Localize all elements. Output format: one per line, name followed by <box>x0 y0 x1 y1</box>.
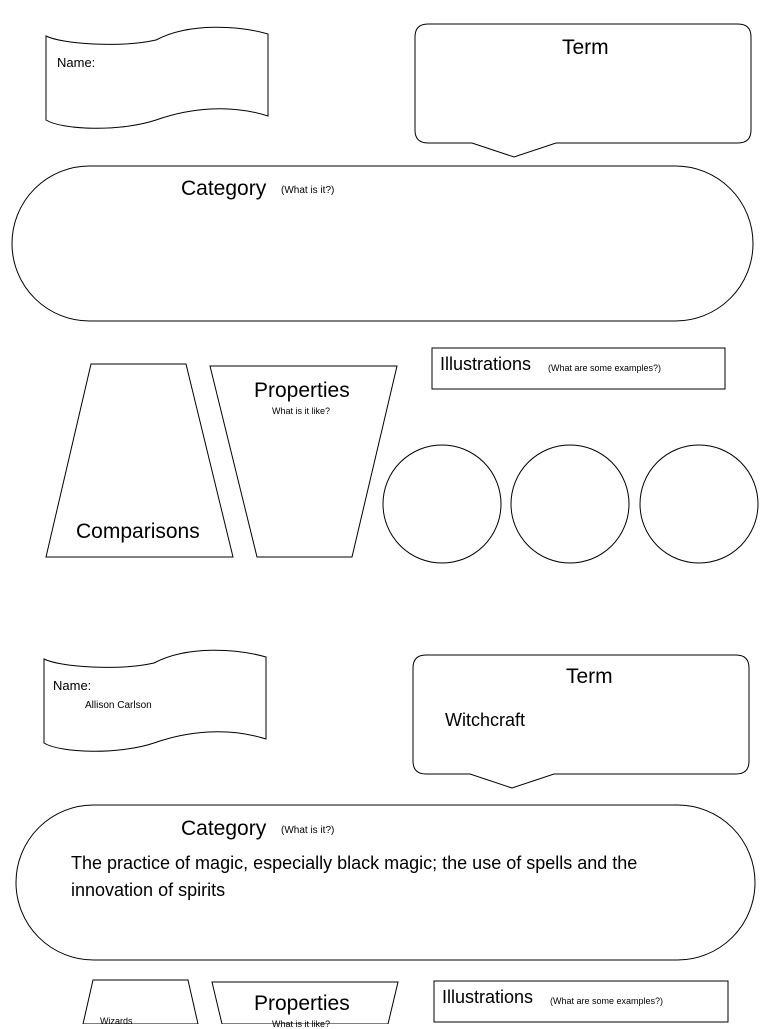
illustrations-hint-filled: (What are some examples?) <box>550 996 664 1006</box>
category-heading: Category <box>181 177 267 200</box>
category-oval-shape <box>12 166 753 321</box>
category-heading-filled: Category <box>181 817 267 840</box>
comparisons-value: Wizards <box>100 1016 133 1026</box>
properties-hint: What is it like? <box>272 406 331 416</box>
illustration-circle-1 <box>383 445 501 563</box>
illustrations-heading-filled: Illustrations <box>442 987 534 1007</box>
illustrations-heading: Illustrations <box>440 354 532 374</box>
category-hint: (What is it?) <box>281 185 335 196</box>
name-label: Name: <box>57 55 96 70</box>
comparisons-heading: Comparisons <box>76 520 200 543</box>
category-hint-filled: (What is it?) <box>281 825 335 836</box>
name-banner-shape-filled <box>44 650 266 751</box>
category-value: The practice of magic, especially black magic; the use of spells and the innovation of spirits <box>71 853 638 900</box>
properties-heading-filled: Properties <box>254 992 350 1015</box>
illustration-circle-2 <box>511 445 629 563</box>
properties-heading: Properties <box>254 379 350 402</box>
term-heading: Term <box>562 36 609 59</box>
name-label-filled: Name: <box>53 678 92 693</box>
illustrations-hint: (What are some examples?) <box>548 363 662 373</box>
name-banner-shape <box>46 27 268 128</box>
illustration-circle-3 <box>640 445 758 563</box>
student-name: Allison Carlson <box>85 700 152 711</box>
properties-hint-filled: What is it like? <box>272 1019 331 1029</box>
term-value: Witchcraft <box>445 710 526 730</box>
term-heading-filled: Term <box>566 665 613 688</box>
